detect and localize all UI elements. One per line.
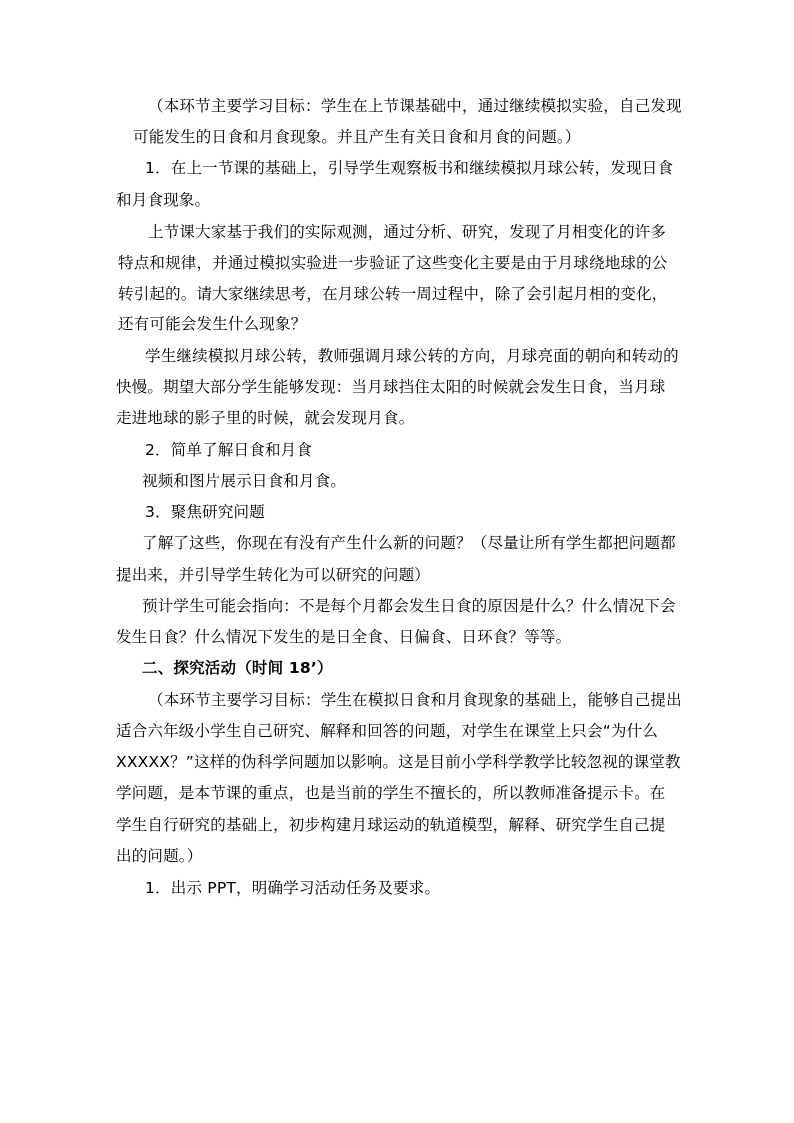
paragraph-line: 还有可能会发生什么现象？ [118, 315, 307, 333]
paragraph-line: 发生日食？什么情况下发生的是日全食、日偏食、日环食？等等。 [116, 628, 572, 646]
list-item-2: 2．简单了解日食和月食 [145, 441, 313, 459]
paragraph-line: 学生自行研究的基础上，初步构建月球运动的轨道模型，解释、研究学生自己提 [116, 816, 666, 834]
paragraph-line: 快慢。期望大部分学生能够发现：当月球挡住太阳的时候就会发生日食，当月球 [116, 378, 666, 396]
paragraph-line: 走进地球的影子里的时候，就会发现月食。 [116, 409, 415, 427]
paragraph-line: 提出来，并引导学生转化为可以研究的问题） [116, 566, 431, 584]
list-item-1: 1．出示 PPT，明确学习活动任务及要求。 [145, 879, 441, 897]
paragraph-line: 预计学生可能会指向：不是每个月都会发生日食的原因是什么？什么情况下会 [142, 597, 676, 615]
paragraph-line: （本环节主要学习目标：学生在上节课基础中，通过继续模拟实验，自己发现 [148, 97, 682, 115]
paragraph-line: （本环节主要学习目标：学生在模拟日食和月食现象的基础上，能够自己提出 [148, 691, 682, 709]
paragraph-line: 和月食现象。 [116, 191, 211, 209]
paragraph-line: 视频和图片展示日食和月食。 [142, 472, 347, 490]
paragraph-line: 特点和规律，并通过模拟实验进一步验证了这些变化主要是由于月球绕地球的公 [118, 254, 668, 272]
paragraph-line: 学生继续模拟月球公转，教师强调月球公转的方向，月球亮面的朝向和转动的 [145, 347, 679, 365]
paragraph-line: XXXXX？”这样的伪科学问题加以影响。这是目前小学科学教学比较忽视的课堂教 [116, 753, 681, 771]
list-item-3: 3．聚焦研究问题 [145, 503, 265, 521]
paragraph-line: 了解了这些，你现在有没有产生什么新的问题？（尽量让所有学生都把问题都 [142, 534, 676, 552]
list-item-1: 1．在上一节课的基础上，引导学生观察板书和继续模拟月球公转，发现日食 [145, 159, 674, 177]
paragraph-line: 转引起的。请大家继续思考，在月球公转一周过程中，除了会引起月相的变化， [118, 285, 668, 303]
paragraph-line: 适合六年级小学生自己研究、解释和回答的问题，对学生在课堂上只会“为什么 [116, 722, 659, 740]
section-heading: 二、探究活动（时间 18’） [142, 659, 333, 677]
paragraph-line: 出的问题。） [116, 847, 203, 865]
paragraph-line: 学问题，是本节课的重点，也是当前的学生不擅长的，所以教师准备提示卡。在 [116, 784, 666, 802]
paragraph-line: 可能发生的日食和月食现象。并且产生有关日食和月食的问题。） [133, 128, 581, 146]
paragraph-line: 上节课大家基于我们的实际观测，通过分析、研究，发现了月相变化的许多 [148, 223, 667, 241]
